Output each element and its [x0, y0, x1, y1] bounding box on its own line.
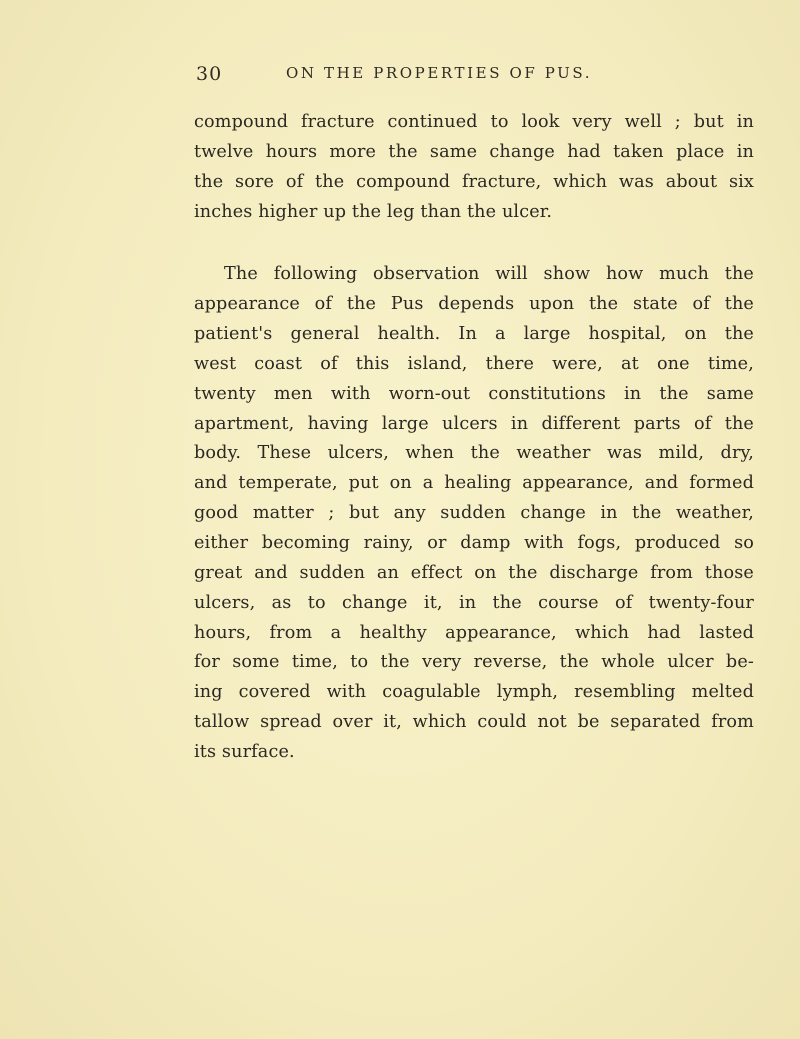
- text-line: twelve hours more the same change had taken place in: [194, 141, 754, 162]
- text-line: the sore of the compound fracture, which was about six: [194, 171, 754, 192]
- paragraph-1: [194, 108, 754, 227]
- text-line: appearance of the Pus depends upon the state of the: [194, 294, 754, 315]
- text-line: patient's general health. In a large hospital, on the: [194, 324, 754, 345]
- text-line: great and sudden an effect on the discharge from those: [194, 562, 754, 583]
- running-title: ON THE PROPERTIES OF PUS.: [286, 64, 593, 82]
- page-number: 30: [196, 63, 223, 85]
- text-line: ulcers, as to change it, in the course of twenty-four: [194, 592, 754, 613]
- text-line: body. These ulcers, when the weather was mild, dry,: [194, 443, 754, 464]
- text-line: compound fracture continued to look very well ; but in: [194, 112, 754, 132]
- text-line: and temperate, put on a healing appearance, and formed: [194, 473, 754, 494]
- text-line: The following observation will show how much the: [224, 264, 754, 285]
- running-head: [196, 63, 756, 89]
- text-line: either becoming rainy, or damp with fogs, produced so: [194, 532, 754, 553]
- text-line: ing covered with coagulable lymph, resembling melted: [194, 682, 754, 703]
- text-line: hours, from a healthy appearance, which had lasted: [194, 622, 754, 643]
- text-line: inches higher up the leg than the ulcer.: [194, 201, 553, 222]
- body-text: [194, 108, 754, 768]
- text-line: twenty men with worn-out constitutions in the same: [194, 383, 754, 404]
- text-line: apartment, having large ulcers in different parts of the: [194, 413, 754, 434]
- text-line: good matter ; but any sudden change in the weather,: [194, 503, 754, 524]
- text-line: its surface.: [194, 741, 295, 762]
- text-line: for some time, to the very reverse, the whole ulcer be-: [194, 652, 754, 673]
- paragraph-2: [194, 260, 754, 767]
- text-line: tallow spread over it, which could not be separated from: [194, 712, 754, 733]
- text-line: west coast of this island, there were, at one time,: [194, 353, 754, 374]
